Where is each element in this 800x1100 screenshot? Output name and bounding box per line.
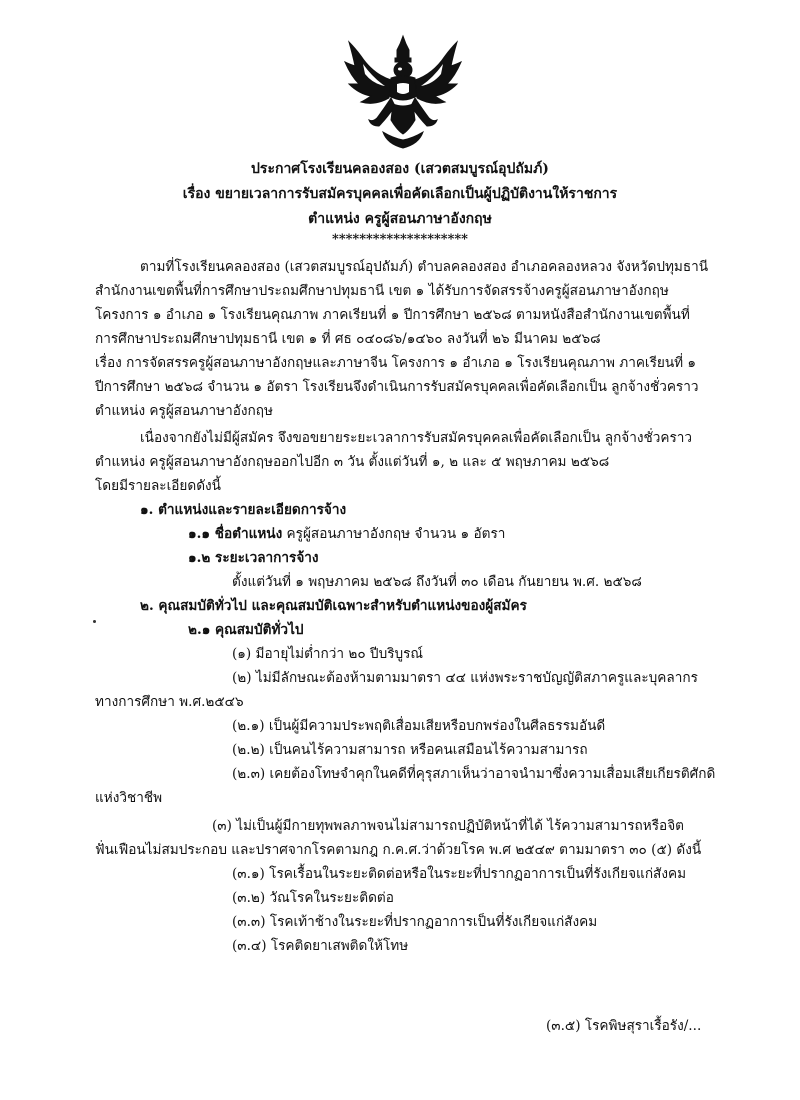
- qualification-item: (๑) มีอายุไม่ต่ำกว่า ๒๐ ปีบริบูรณ์: [232, 646, 424, 662]
- paragraph-1-line: เรื่อง การจัดสรรครูผู้สอนภาษาอังกฤษและภาษาจีน โครงการ ๑ อำเภอ ๑ โรงเรียนคุณภาพ ภาคเรียนที่ ๑: [95, 355, 697, 371]
- section-1-1-value: ครูผู้สอนภาษาอังกฤษ จำนวน ๑ อัตรา: [282, 526, 506, 542]
- subject-line: เรื่อง ขยายเวลาการรับสมัครบุคคลเพื่อคัดเลือกเป็นผู้ปฏิบัติงานให้ราชการ: [182, 186, 618, 202]
- section-1-1-label: ๑.๑ ชื่อตำแหน่ง: [188, 526, 283, 542]
- announcer-title: ประกาศโรงเรียนคลองสอง (เสวตสมบูรณ์อุปถัมภ์): [251, 161, 549, 177]
- garuda-emblem-icon: [343, 34, 463, 150]
- disease-item: (๓.๑) โรคเรื้อนในระยะติดต่อหรือในระยะที่ปรากฏอาการเป็นที่รังเกียจแก่สังคม: [232, 866, 687, 882]
- paragraph-1-line: ตามที่โรงเรียนคลองสอง (เสวตสมบูรณ์อุปถัมภ์) ตำบลคลองสอง อำเภอคลองหลวง จังหวัดปทุมธานี: [140, 259, 709, 275]
- disease-item: (๓.๔) โรคติดยาเสพติดให้โทษ: [232, 938, 409, 954]
- continued-footer: (๓.๕) โรคพิษสุราเรื้อรัง/...: [546, 1018, 702, 1034]
- section-1-title: ๑. ตำแหน่งและรายละเอียดการจ้าง: [140, 502, 347, 518]
- paragraph-2-line: โดยมีรายละเอียดดังนี้: [95, 478, 221, 494]
- qualification-subitem: (๒.๑) เป็นผู้มีความประพฤติเสื่อมเสียหรือบกพร่องในศีลธรรมอันดี: [232, 718, 606, 734]
- qualification-item-cont: ทางการศึกษา พ.ศ.๒๕๔๖: [95, 694, 244, 710]
- section-1-1-line: [188, 523, 505, 545]
- paragraph-2-line: ตำแหน่ง ครูผู้สอนภาษาอังกฤษออกไปอีก ๓ วัน ตั้งแต่วันที่ ๑, ๒ และ ๕ พฤษภาคม ๒๕๖๘: [95, 454, 610, 470]
- section-2-title: ๒. คุณสมบัติทั่วไป และคุณสมบัติเฉพาะสำหรับตำแหน่งของผู้สมัคร: [140, 598, 527, 614]
- paragraph-2-line: เนื่องจากยังไม่มีผู้สมัคร จึงขอขยายระยะเวลาการรับสมัครบุคคลเพื่อคัดเลือกเป็น ลูกจ้างชั่วคราว: [140, 430, 693, 446]
- qualification-item: (๒) ไม่มีลักษณะต้องห้ามตามมาตรา ๔๔ แห่งพระราชบัญญัติสภาครูและบุคลากร: [232, 670, 698, 686]
- title-separator: ********************: [332, 232, 468, 247]
- disease-item: (๓.๒) วัณโรคในระยะติดต่อ: [232, 890, 394, 906]
- qualification-subitem-cont: แห่งวิชาชีพ: [95, 790, 163, 806]
- paragraph-1-line: สำนักงานเขตพื้นที่การศึกษาประถมศึกษาปทุมธานี เขต ๑ ได้รับการจัดสรรจ้างครูผู้สอนภาษาอังกฤษ: [95, 283, 669, 299]
- scan-speck: [93, 620, 96, 623]
- section-1-2-label: ๑.๒ ระยะเวลาการจ้าง: [188, 550, 319, 566]
- paragraph-1-line: ปีการศึกษา ๒๕๖๘ จำนวน ๑ อัตรา โรงเรียนจึงดำเนินการรับสมัครบุคคลเพื่อคัดเลือกเป็น ลูกจ้างชั่วคราว: [95, 379, 699, 395]
- paragraph-1-line: การศึกษาประถมศึกษาปทุมธานี เขต ๑ ที่ ศธ ๐๔๐๘๖/๑๔๖๐ ลงวันที่ ๒๖ มีนาคม ๒๕๖๘: [95, 331, 601, 347]
- qualification-subitem: (๒.๓) เคยต้องโทษจำคุกในคดีที่คุรุสภาเห็นว่าอาจนำมาซึ่งความเสื่อมเสียเกียรติศักดิ: [232, 766, 716, 782]
- qualification-subitem: (๒.๒) เป็นคนไร้ความสามารถ หรือคนเสมือนไร้ความสามารถ: [232, 742, 588, 758]
- qualification-item: (๓) ไม่เป็นผู้มีกายทุพพลภาพจนไม่สามารถปฏิบัติหน้าที่ได้ ไร้ความสามารถหรือจิต: [212, 818, 684, 834]
- paragraph-1-line: โครงการ ๑ อำเภอ ๑ โรงเรียนคุณภาพ ภาคเรียนที่ ๑ ปีการศึกษา ๒๕๖๘ ตามหนังสือสำนักงานเขตพื้นที่: [95, 307, 690, 323]
- paragraph-1-line: ตำแหน่ง ครูผู้สอนภาษาอังกฤษ: [95, 403, 273, 419]
- disease-item: (๓.๓) โรคเท้าช้างในระยะที่ปรากฏอาการเป็นที่รังเกียจแก่สังคม: [232, 914, 598, 930]
- position-line: ตำแหน่ง ครูผู้สอนภาษาอังกฤษ: [308, 211, 492, 227]
- announcement-header: [0, 157, 800, 248]
- section-1-2-value: ตั้งแต่วันที่ ๑ พฤษภาคม ๒๕๖๘ ถึงวันที่ ๓๐ เดือน กันยายน พ.ศ. ๒๕๖๘: [232, 574, 642, 590]
- qualification-item-cont: ฟั่นเฟือนไม่สมประกอบ และปราศจากโรคตามกฎ ก.ค.ศ.ว่าด้วยโรค พ.ศ ๒๕๔๙ ตามมาตรา ๓๐ (๕) ดังนี้: [95, 842, 702, 858]
- section-2-1-title: ๒.๑ คุณสมบัติทั่วไป: [188, 622, 304, 638]
